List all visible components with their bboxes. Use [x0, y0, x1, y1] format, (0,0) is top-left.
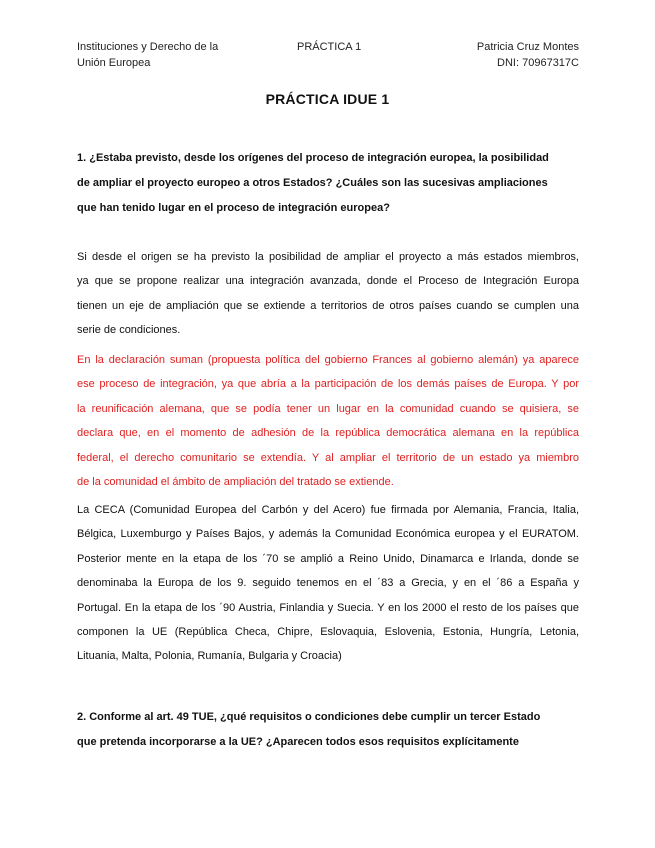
paragraph-2-line: la reunificación alemana, que se podía tener un lugar en la comunidad cuando se quisiera, se: [77, 402, 579, 415]
paragraph-2-line: ese proceso de integración, ya que abría a la participación de los demás países de Europa. Y por: [77, 378, 579, 391]
header-course-name: [77, 39, 247, 71]
question-2-line: que pretenda incorporarse a la UE? ¿Aparecen todos esos requisitos explícitamente: [77, 736, 519, 748]
paragraph-1-line: ya que se propone realizar una integración avanzada, donde el Proceso de Integración Europa: [77, 275, 579, 288]
answer-paragraph-2-highlighted: [77, 348, 579, 494]
paragraph-3-line: Lituania, Malta, Polonia, Rumanía, Bulgaria y Croacia): [77, 650, 342, 663]
question-1-line: que han tenido lugar en el proceso de integración europea?: [77, 202, 390, 214]
paragraph-3-line: Bélgica, Luxemburgo y Países Bajos, y además la Comunidad Económica europea y el EURATOM.: [77, 528, 579, 541]
page-title: PRÁCTICA IDUE 1: [265, 91, 390, 107]
question-1: [77, 146, 577, 221]
header-author-info: [477, 39, 579, 71]
header-course-line-2: Unión Europea: [77, 57, 151, 69]
header-practice-text: PRÁCTICA 1: [297, 41, 362, 53]
paragraph-3-line: componen la UE (República Checa, Chipre, Eslovaquia, Eslovenia, Estonia, Hungría, Letonia,: [77, 626, 579, 639]
answer-paragraph-3: [77, 498, 579, 669]
header-author-dni: DNI: 70967317C: [497, 57, 579, 69]
header-course-line-1: Instituciones y Derecho de la: [77, 41, 219, 53]
answer-paragraph-1: [77, 245, 579, 343]
question-1-line: 1. ¿Estaba previsto, desde los orígenes del proceso de integración europea, la posibilidad: [77, 152, 549, 164]
paragraph-2-line: En la declaración suman (propuesta política del gobierno Frances al gobierno alemán) ya aparece: [77, 354, 579, 366]
paragraph-3-line: Portugal. En la etapa de los ´90 Austria, Finlandia y Suecia. Y en los 2000 el resto de los países que: [77, 601, 579, 614]
header-author-name: Patricia Cruz Montes: [476, 41, 579, 53]
paragraph-2-line: de la comunidad el ámbito de ampliación del tratado se extiende.: [77, 476, 394, 489]
question-2-line: 2. Conforme al art. 49 TUE, ¿qué requisitos o condiciones debe cumplir un tercer Estado: [77, 711, 541, 723]
header-practice-label: [297, 39, 361, 55]
paragraph-1-line: serie de condiciones.: [77, 324, 181, 337]
paragraph-1-line: Si desde el origen se ha previsto la posibilidad de ampliar el proyecto a más estados miembros,: [77, 251, 579, 263]
question-1-line: de ampliar el proyecto europeo a otros Estados? ¿Cuáles son las sucesivas ampliaciones: [77, 177, 548, 189]
question-2: [77, 705, 577, 755]
paragraph-3-line: Posterior mente en la etapa de los ´70 se amplió a Reino Unido, Dinamarca e Irlanda, donde se: [77, 552, 579, 565]
paragraph-3-line: denominaba la Europa de los 9. seguido tenemos en el ´83 a Grecia, y en el ´86 a España y: [77, 577, 579, 590]
paragraph-3-line: La CECA (Comunidad Europea del Carbón y del Acero) fue firmada por Alemania, Francia, Italia,: [77, 504, 579, 516]
paragraph-2-line: federal, el derecho comunitario se extendía. Y al ampliar el territorio de un estado ya miembro: [77, 451, 579, 464]
paragraph-2-line: declara que, en el momento de adhesión de la república democrática alemana en la república: [77, 427, 579, 440]
paragraph-1-line: tienen un eje de ampliación que se extiende a territorios de otros países cuando se cumplen una: [77, 299, 579, 312]
